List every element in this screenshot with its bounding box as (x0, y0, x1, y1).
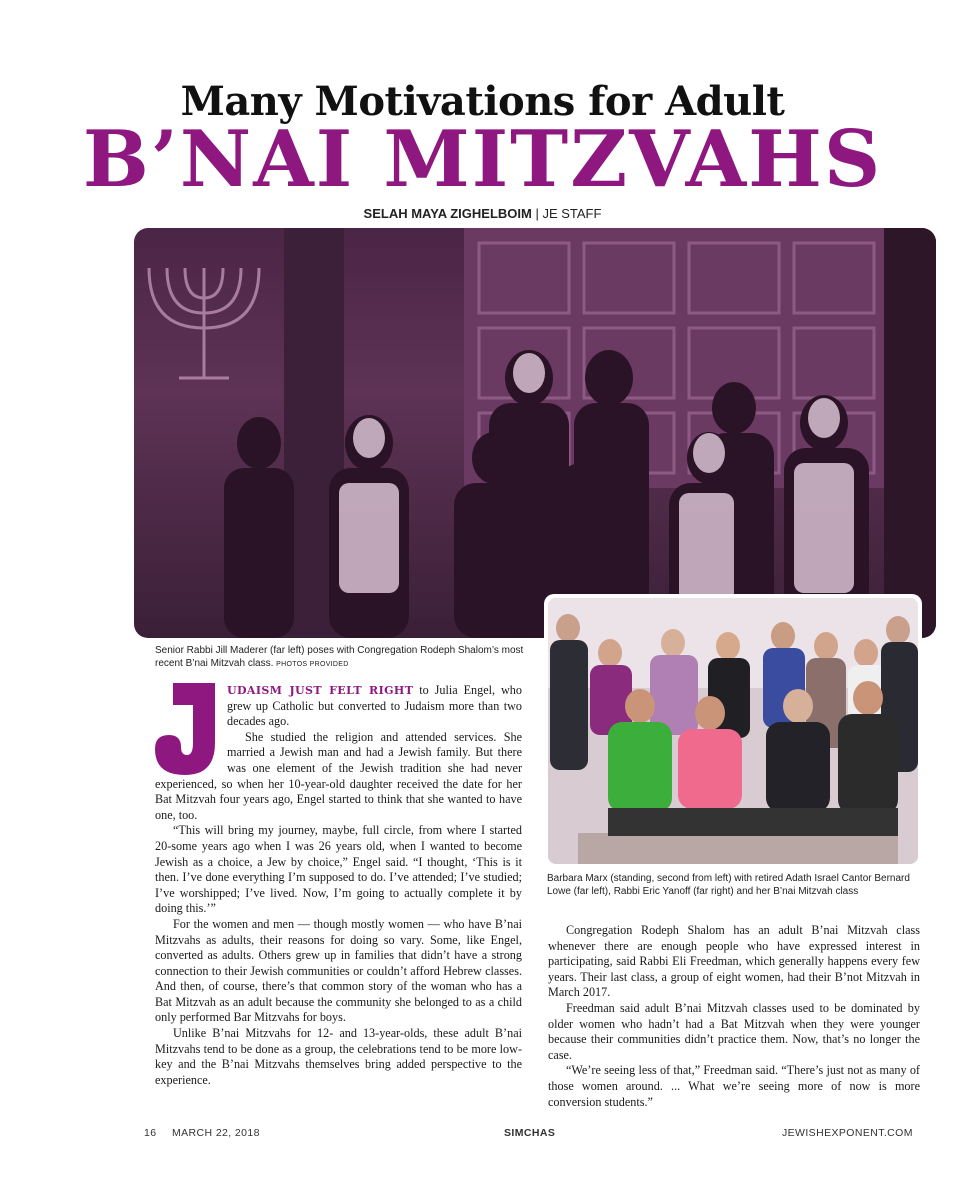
article-paragraph: She studied the religion and attended services. She married a Jewish man and had a Jewish family. But there was one element of the Jewish tradition she had never experienced, so when her 10-year-old daughter received the date for her Bat Mitzvah four years ago, Engel started to think that she wanted to have one, too. (155, 729, 522, 822)
article-lead-paragraph (155, 683, 522, 730)
headline-line-1: Many Motivations for Adult (180, 78, 785, 125)
main-photo (134, 228, 936, 638)
article-paragraph: Unlike B’nai Mitzvahs for 12- and 13-year-olds, these adult B’nai Mitzvahs tend to be done as a group, the celebrations tend to be more low-key and the B’nai Mitzvahs themselves bring added perspective to the experience. (155, 1026, 522, 1087)
dropcap-letter-graphic (155, 683, 219, 775)
lead-paragraph-text: to Julia Engel, who grew up Catholic but converted to Judaism more than two decades ago. (227, 683, 522, 729)
article-paragraph: Congregation Rodeph Shalom has an adult B’nai Mitzvah class whenever there are enough people who have expressed interest in participating, said Rabbi Eli Freedman, which generally happens every few years. Their last class, a group of eight women, had their B’not Mitzvah in March 2017. (548, 923, 920, 1000)
inset-photo (544, 594, 922, 868)
headline-line-2: B’NAI MITZVAHS (82, 114, 883, 205)
article-paragraph: Freedman said adult B’nai Mitzvah classes used to be dominated by older women who hadn’t had a Bat Mitzvah when they were younger because their communities didn’t practice them. Now, that’s no longer the case. (548, 1000, 920, 1062)
main-photo-caption-text: Senior Rabbi Jill Maderer (far left) poses with Congregation Rodeph Shalom’s most recent B’nai Mitzvah class. (155, 645, 524, 669)
byline-author: SELAH MAYA ZIGHELBOIM (363, 206, 532, 221)
footer-page-number: 16 (144, 1127, 157, 1139)
inset-photo-illustration (548, 598, 918, 864)
article-right-column (548, 923, 920, 1110)
footer-website: JEWISHEXPONENT.COM (782, 1127, 913, 1139)
article-paragraph: “This will bring my journey, maybe, full circle, from where I started 20-some years ago when I was 26 years old, when I wanted to become Jewish as a choice, a Jew by choice,” Engel said. “I thought, ‘This is it then. I’ve done everything I’m supposed to do. I’ve attended; I’ve studied; I’ve worshipped; I’ve lived. Now, I’m going to actually complete it by doing this.’” (155, 823, 522, 916)
inset-photo-caption: Barbara Marx (standing, second from left) with retired Adath Israel Cantor Bernard Lowe (far left), Rabbi Eric Yanoff (far right) and her B’nai Mitzvah class (547, 873, 910, 897)
main-photo-caption (155, 644, 535, 671)
byline-separator: | (531, 206, 543, 221)
byline (0, 206, 965, 221)
footer-section: SIMCHAS (504, 1127, 556, 1139)
main-photo-illustration (134, 228, 936, 638)
footer-date: MARCH 22, 2018 (172, 1127, 260, 1139)
byline-role: JE STAFF (542, 206, 602, 221)
photo-credit: PHOTOS PROVIDED (276, 661, 349, 668)
article-left-column (155, 683, 522, 1088)
dropcap (155, 683, 219, 775)
article-paragraph: For the women and men — though mostly women — who have B’nai Mitzvahs as adults, their reasons for doing so vary. Some, like Engel, converted as adults. Others grew up in families that didn’t have a strong connection to their Jewish communities or couldn’t afford Hebrew classes. And then, of course, there’s that common story of the woman who has a Bat Mitzvah as an adult because the community she belonged to as a child only performed Bar Mitzvahs for boys. (155, 916, 522, 1025)
article-paragraph: “We’re seeing less of that,” Freedman said. “There’s just not as many of those women around. ... What we’re seeing more of now is more conversion students.” (548, 1063, 920, 1109)
lead-in-caps: UDAISM JUST FELT RIGHT (227, 684, 414, 697)
